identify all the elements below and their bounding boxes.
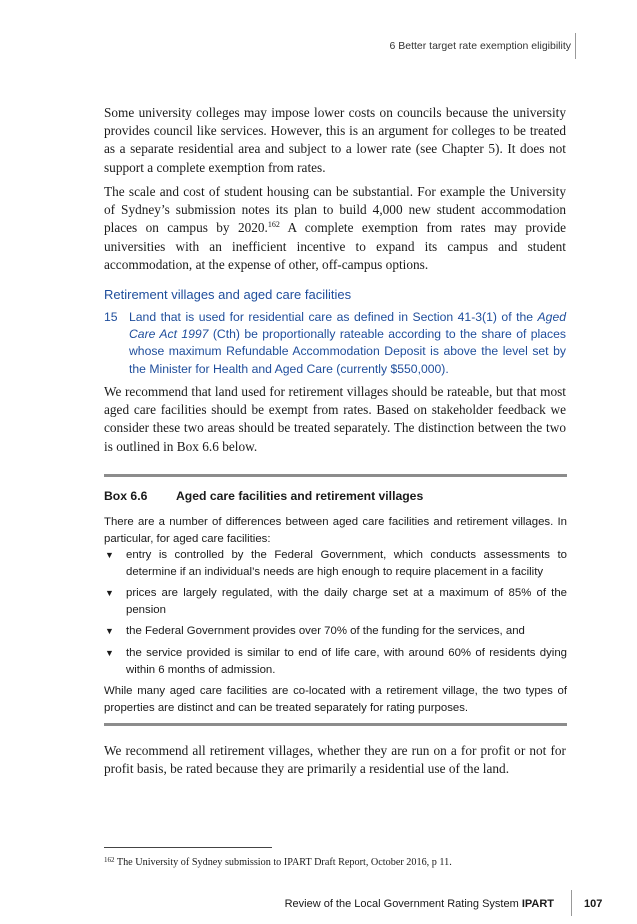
recommendation-number: 15: [104, 310, 118, 324]
list-item-text: prices are largely regulated, with the daily charge set at a maximum of 85% of the pension: [126, 587, 567, 616]
list-item-text: the Federal Government provides over 70% of the funding for the services, and: [126, 625, 525, 638]
list-item: [104, 585, 567, 618]
paragraph-student-housing-part1: The scale and cost of student housing can be substantial. For example the University of Sydney’s submission notes its plan to build 4,000 new student accommodation places on campus by 2020.: [104, 184, 566, 236]
list-item-text: entry is controlled by the Federal Government, which conducts assessments to determine if an individual’s needs are high enough to require placement in a facility: [126, 549, 567, 578]
section-subheading: Retirement villages and aged care facilities: [104, 287, 352, 302]
footnote-reference[interactable]: 162: [267, 220, 280, 230]
box-top-rule: [104, 474, 567, 477]
box-bottom-rule: [104, 723, 567, 726]
triangle-bullet-icon: ▼: [105, 626, 114, 637]
box-closing: While many aged care facilities are co-located with a retirement village, the two types of properties are distinct and can be treated separately for rating purposes.: [104, 685, 567, 714]
act-name: Aged Care Act 1997: [129, 310, 566, 342]
triangle-bullet-icon: ▼: [105, 550, 114, 560]
box-bullet-list: [104, 547, 567, 683]
paragraph-colleges: Some university colleges may impose lower costs on councils because the university provides council like services. However, this is an argument for colleges to be treated as a separate residential area and subject to a lower rate (see Chapter 5). It does not support a complete exemption from rates.: [104, 105, 566, 175]
box-intro: There are a number of differences between aged care facilities and retirement villages. In particular, for aged care facilities:: [104, 516, 567, 545]
header-divider: [575, 33, 576, 59]
footnote-text: The University of Sydney submission to IPART Draft Report, October 2016, p 11.: [114, 857, 452, 868]
list-item: [104, 547, 567, 580]
triangle-bullet-icon: ▼: [105, 588, 114, 599]
box-heading: [104, 489, 424, 503]
box-label: Box 6.6: [104, 489, 148, 503]
paragraph-recommend-rated: We recommend all retirement villages, whether they are run on a for profit or not for profit basis, be rated because they are primarily a residential use of the land.: [104, 743, 566, 777]
recommendation-text: [129, 309, 566, 378]
footer-divider: [571, 890, 572, 916]
footnote-number: 162: [104, 856, 115, 864]
paragraph-retirement-villages: We recommend that land used for retirement villages should be rateable, but that most aged care facilities should be exempt from rates. Based on stakeholder feedback we consider these two areas should be treated separately. The distinction between the two is outlined in Box 6.6 below.: [104, 384, 566, 454]
recommendation-text-part1: Land that is used for residential care as defined in Section 41-3(1) of the: [129, 310, 538, 324]
footer-title: Review of the Local Government Rating System: [284, 898, 519, 910]
footer-org: IPART: [521, 898, 554, 910]
footnote-divider: [104, 847, 272, 848]
list-item: [104, 623, 567, 640]
recommendation-15: [104, 309, 566, 378]
list-item-text: the service provided is similar to end of life care, with around 60% of residents dying within 6 months of admission.: [126, 646, 567, 676]
page-number: 107: [584, 898, 603, 910]
triangle-bullet-icon: ▼: [105, 647, 114, 658]
list-item: [104, 645, 567, 678]
paragraph-student-housing: [104, 183, 566, 274]
footnote-162: [104, 856, 452, 868]
box-title: Aged care facilities and retirement villages: [176, 489, 424, 503]
running-header: 6 Better target rate exemption eligibility: [389, 40, 571, 52]
page-footer: [285, 898, 554, 910]
paragraph-student-housing-part2: A complete exemption from rates may provide universities with an inefficient incentive to expand its campus and student accommodation, at the expense of other, off-campus options.: [104, 220, 566, 272]
recommendation-text-part2: (Cth) be proportionally rateable according to the share of places whose maximum Refundable Accommodation Deposit is above the level set by the Minister for Health and Aged Care (currently $550,000).: [129, 327, 566, 376]
